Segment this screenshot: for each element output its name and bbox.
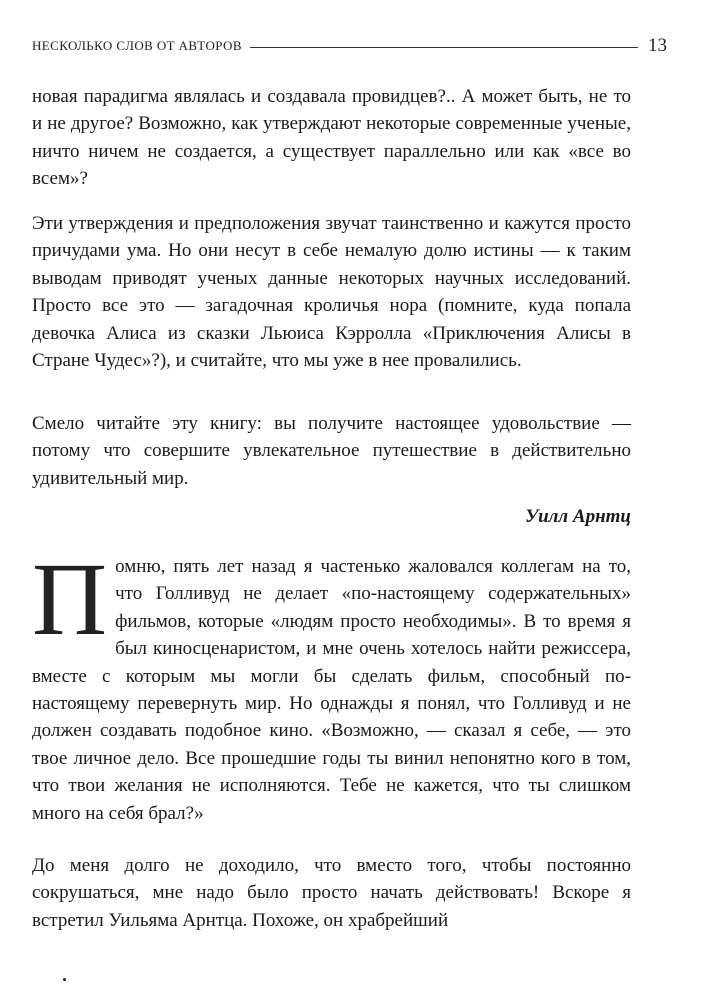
dropcap-paragraph [32,542,631,827]
paragraph-2: Эти утверждения и предположения звучат таинственно и кажутся просто причудами ума. Но они несут в себе немалую долю истины — к таким выводам приводят ученых данные некоторых научных исследований. Просто все это — загадочная кроличья нора (помните, куда попала девочка Алиса из сказки Льюиса Кэрролла «Приключения Алисы в Стране Чудес»?), и считайте, что мы уже в нее провалились. [32,213,631,372]
running-header [32,34,667,58]
paragraph-3: Смело читайте эту книгу: вы получите настоящее удовольствие — потому что совершите увлекательное путешествие в действительно удивительный мир. [32,413,631,489]
page-number: 13 [648,35,667,56]
paragraph-last: До меня долго не доходило, что вместо того, чтобы постоянно сокрушаться, мне надо было просто начать действовать! Вскоре я встретил Уильяма Арнтца. Похоже, он храбрейший [32,855,631,931]
dropcap-paragraph-text: омню, пять лет назад я частенько жаловался коллегам на то, что Голливуд не делает «по-настоящему содержательных» фильмов, которые «людям просто необходимы». В то время я был киносценаристом, и мне очень хотелось найти режиссера, вместе с которым мы могли бы сделать фильм, способный по-настоящему перевернуть мир. Но однажды я понял, что Голливуд и не должен создавать подобное кино. «Возможно, — сказал я себе, — это твое личное дело. Все прошедшие годы ты винил непонятно кого в том, что твои желания не исполняются. Тебе не кажется, что ты слишком много на себя брал?» [32,556,631,824]
print-mark [63,978,66,981]
drop-cap-initial: П [32,542,108,657]
header-rule [250,47,638,48]
paragraph-1: новая парадигма являлась и создавала провидцев?.. А может быть, не то и не другое? Возможно, как утверждают некоторые современные ученые, ничто ничем не создается, а существует параллельно или как «все во всем»? [32,86,631,190]
author-signature: Уилл Арнтц [525,506,631,527]
running-head-title: НЕСКОЛЬКО СЛОВ ОТ АВТОРОВ [32,38,242,53]
